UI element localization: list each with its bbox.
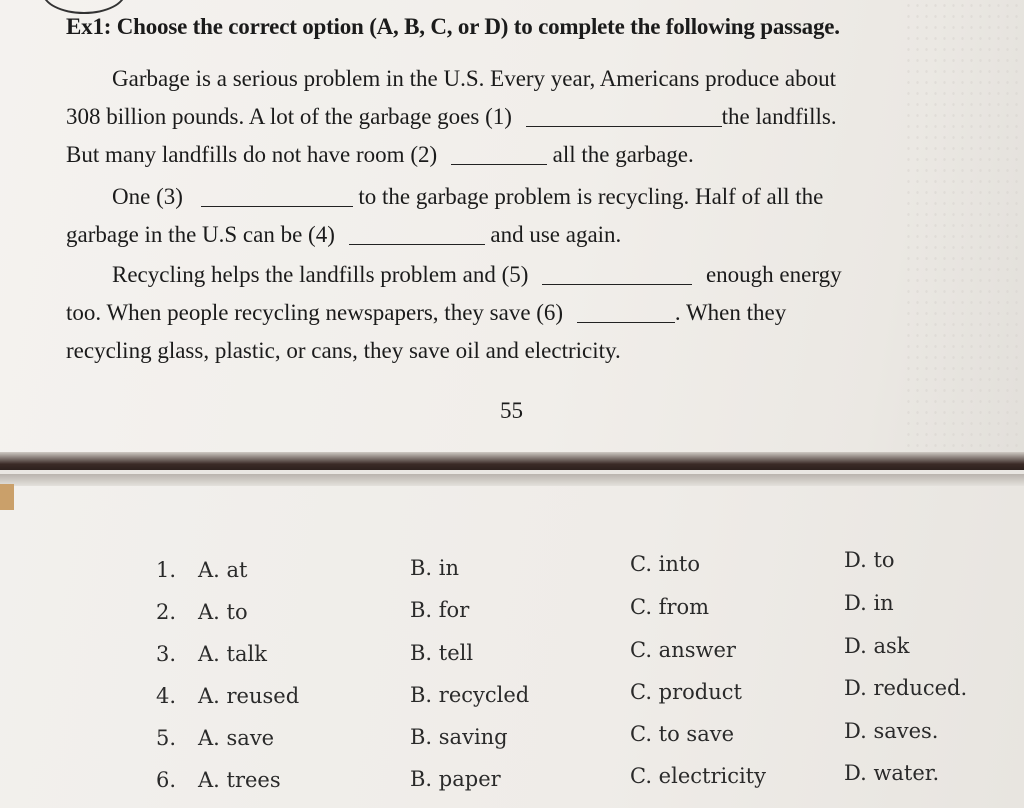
question-row bbox=[0, 761, 1024, 808]
option-c[interactable]: C. electricity bbox=[630, 764, 766, 788]
option-c[interactable]: C. product bbox=[630, 680, 742, 704]
line-text: the landfills. bbox=[721, 104, 837, 129]
page-edge-shadow bbox=[0, 452, 1024, 470]
blank-5[interactable] bbox=[542, 262, 692, 285]
paragraph-line: recycling glass, plastic, or cans, they save oil and electricity. bbox=[66, 338, 621, 363]
line-text: garbage in the U.S can be (4) bbox=[66, 222, 335, 247]
option-b[interactable]: B. recycled bbox=[410, 683, 530, 707]
option-a[interactable]: A. talk bbox=[198, 642, 267, 666]
paragraph-1 bbox=[66, 60, 966, 174]
question-row bbox=[0, 719, 1024, 766]
option-c[interactable]: C. from bbox=[630, 595, 710, 619]
option-b[interactable]: B. paper bbox=[410, 767, 501, 791]
option-b[interactable]: B. in bbox=[410, 556, 460, 580]
paragraph-line bbox=[66, 216, 966, 254]
option-c[interactable]: C. into bbox=[630, 552, 700, 576]
paragraph-line bbox=[66, 294, 966, 332]
option-d[interactable]: D. ask bbox=[844, 634, 910, 658]
option-b[interactable]: B. saving bbox=[410, 725, 508, 749]
blank-6[interactable] bbox=[577, 300, 675, 323]
question-row bbox=[0, 676, 1024, 724]
line-text: all the garbage. bbox=[552, 142, 694, 167]
option-d[interactable]: D. water. bbox=[844, 761, 940, 785]
line-text: and use again. bbox=[490, 222, 622, 247]
line-text: 308 billion pounds. A lot of the garbage goes (1) bbox=[66, 104, 512, 129]
line-text: too. When people recycling newspapers, they save (6) bbox=[66, 300, 564, 325]
blank-3[interactable] bbox=[201, 184, 353, 207]
option-a[interactable]: A. at bbox=[198, 558, 248, 582]
bottom-page bbox=[0, 474, 1024, 808]
option-d[interactable]: D. saves. bbox=[844, 719, 939, 743]
question-number: 3. bbox=[156, 642, 177, 666]
option-a[interactable]: A. trees bbox=[198, 768, 281, 792]
line-text: . When they bbox=[674, 300, 787, 325]
decorative-arc bbox=[42, 0, 126, 14]
blank-1[interactable] bbox=[526, 104, 722, 127]
option-d[interactable]: D. to bbox=[844, 548, 895, 572]
option-b[interactable]: B. for bbox=[410, 598, 470, 622]
question-number: 6. bbox=[156, 768, 177, 792]
question-number: 5. bbox=[156, 726, 177, 750]
blank-4[interactable] bbox=[349, 222, 485, 245]
paragraph-line: Garbage is a serious problem in the U.S. Every year, Americans produce about bbox=[112, 66, 836, 91]
paragraph-3 bbox=[66, 256, 966, 370]
question-number: 2. bbox=[156, 600, 177, 624]
question-number: 1. bbox=[156, 558, 177, 582]
option-d[interactable]: D. reduced. bbox=[844, 676, 968, 700]
option-a[interactable]: A. reused bbox=[198, 684, 300, 708]
option-c[interactable]: C. answer bbox=[630, 638, 736, 662]
exercise-title: Ex1: Choose the correct option (A, B, C, or D) to complete the following passage. bbox=[66, 14, 840, 39]
paragraph-line bbox=[66, 98, 966, 136]
line-text: But many landfills do not have room (2) bbox=[66, 142, 438, 167]
option-a[interactable]: A. save bbox=[198, 726, 275, 750]
options-table bbox=[0, 474, 1024, 808]
paragraph-line bbox=[66, 256, 966, 294]
line-text: One (3) bbox=[112, 184, 183, 209]
option-a[interactable]: A. to bbox=[198, 600, 248, 624]
line-text: Recycling helps the landfills problem and (5) bbox=[112, 262, 529, 287]
blank-2[interactable] bbox=[451, 142, 547, 165]
page-number: 55 bbox=[500, 398, 523, 423]
line-text: enough energy bbox=[705, 262, 842, 287]
question-number: 4. bbox=[156, 684, 177, 708]
line-text: to the garbage problem is recycling. Half of all the bbox=[358, 184, 824, 209]
option-b[interactable]: B. tell bbox=[410, 641, 474, 665]
paragraph-line bbox=[66, 178, 966, 216]
paragraph-line bbox=[66, 136, 966, 174]
paragraph-2 bbox=[66, 178, 966, 254]
option-c[interactable]: C. to save bbox=[630, 722, 735, 746]
option-d[interactable]: D. in bbox=[844, 591, 894, 615]
